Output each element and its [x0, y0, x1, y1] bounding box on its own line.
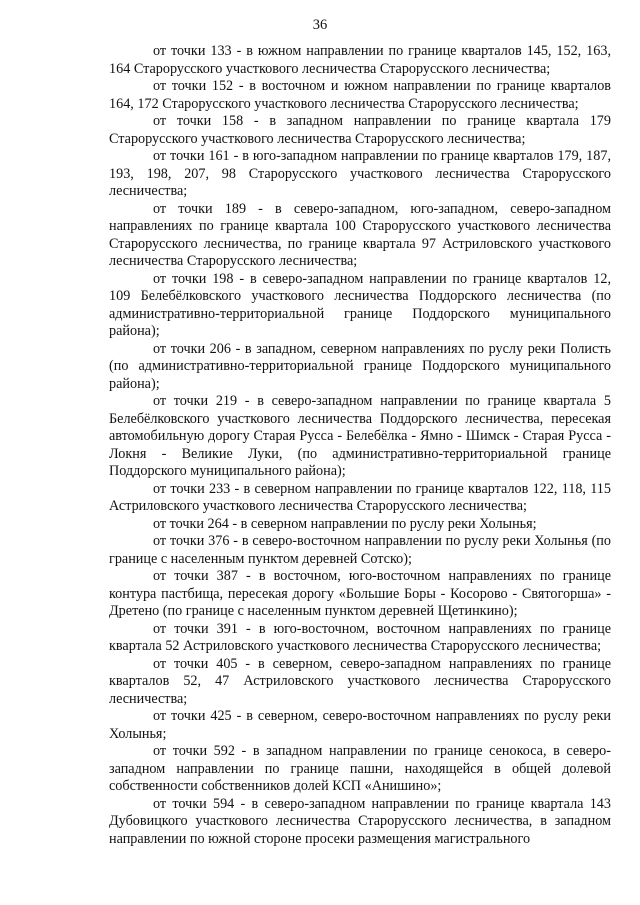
paragraph: от точки 189 - в северо-западном, юго-западном, северо-западном направлениях по границе квартала 100 Старорусского участкового лесничества Старорусского лесничества, по границе квартала 97 Астриловского участкового лесничества Старорусского лесничества; — [109, 200, 611, 269]
paragraph: от точки 387 - в восточном, юго-восточном направлениях по границе контура пастбища, пересекая дорогу «Большие Боры - Косорово - Святогорша» - Дретено (по границе с населенным пунктом деревней Щетинкино); — [109, 568, 611, 619]
paragraph: от точки 233 - в северном направлении по границе кварталов 122, 118, 115 Астриловского участкового лесничества Старорусского лесничества; — [109, 480, 611, 514]
paragraph: от точки 592 - в западном направлении по границе сенокоса, в северо-западном направлении по границе пашни, находящейся в общей долевой собственности собственников долей КСП «Анишино»; — [109, 743, 611, 794]
paragraph: от точки 198 - в северо-западном направлении по границе кварталов 12, 109 Белебёлковского участкового лесничества Поддорского лесничества (по административно-территориальной границе Поддорского муниципального района); — [109, 270, 611, 339]
page-number: 36 — [312, 17, 328, 33]
paragraph: от точки 391 - в юго-восточном, восточном направлениях по границе квартала 52 Астриловского участкового лесничества Старорусского лесничества; — [109, 620, 611, 654]
paragraph: от точки 264 - в северном направлении по руслу реки Холынья; — [153, 515, 537, 532]
paragraph: от точки 594 - в северо-западном направлении по границе квартала 143 Дубовицкого участкового лесничества Старорусского лесничества, в западном направлении по южной стороне просеки размещения магистрального — [109, 795, 611, 847]
paragraph: от точки 133 - в южном направлении по границе кварталов 145, 152, 163, 164 Старорусского участкового лесничества Старорусского лесничества; — [109, 43, 611, 77]
paragraph: от точки 152 - в восточном и южном направлении по границе кварталов 164, 172 Старорусского участкового лесничества Старорусского лесничества; — [109, 78, 611, 112]
paragraph: от точки 158 - в западном направлении по границе квартала 179 Старорусского участкового лесничества Старорусского лесничества; — [109, 113, 611, 147]
paragraph: от точки 206 - в западном, северном направлениях по руслу реки Полисть (по административно-территориальной границе Поддорского муниципального района); — [109, 340, 611, 392]
paragraph: от точки 425 - в северном, северо-восточном направлениях по руслу реки Холынья; — [109, 708, 611, 742]
document-body — [109, 43, 611, 848]
paragraph: от точки 219 - в северо-западном направлении по границе квартала 5 Белебёлковского участкового лесничества Поддорского лесничества, пересекая автомобильную дорогу Старая Русса - Белебёлка - Ямно - Шимск - Старая Русса - Локня - Великие Луки, (по административно-территориальной границе Поддорского муниципального района); — [109, 393, 611, 479]
paragraph: от точки 161 - в юго-западном направлении по границе кварталов 179, 187, 193, 198, 207, 98 Старорусского участкового лесничества Старорусского лесничества; — [109, 148, 611, 199]
paragraph: от точки 376 - в северо-восточном направлении по руслу реки Холынья (по границе с населенным пунктом деревней Сотско); — [109, 533, 611, 567]
paragraph: от точки 405 - в северном, северо-западном направлениях по границе кварталов 52, 47 Астриловского участкового лесничества Старорусского лесничества; — [109, 655, 611, 707]
